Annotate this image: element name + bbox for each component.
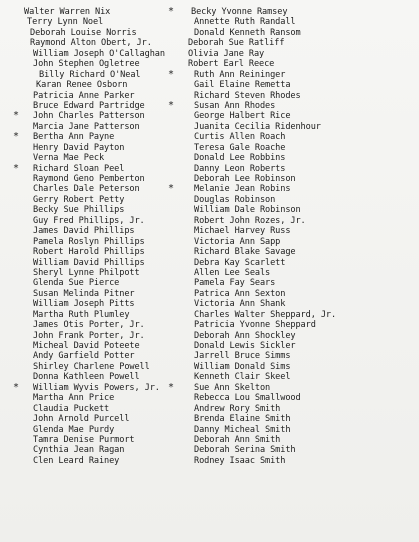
name-entry-left-9 [22, 91, 168, 101]
name-entry-left-14 [22, 143, 168, 153]
name-entry-left-22 [22, 226, 168, 236]
name-entry-left-3 [22, 28, 168, 38]
name-entry-right-3 [177, 28, 327, 38]
name-entry-right-43 [177, 445, 327, 455]
name-entry-left-30 [22, 310, 168, 320]
name-entry-left-6 [22, 59, 168, 69]
name-text: William Joseph Pitts [33, 299, 135, 310]
name-text: Debra Kay Scarlett [194, 257, 286, 268]
name-text: Gerry Robert Petty [33, 194, 125, 205]
name-entry-left-15 [22, 153, 168, 163]
name-entry-right-5 [177, 49, 327, 59]
name-entry-right-12 [177, 122, 327, 132]
name-text: Cynthia Jean Ragan [33, 445, 125, 456]
name-entry-right-6 [177, 59, 327, 69]
name-entry-left-17 [22, 174, 168, 184]
name-entry-left-40 [22, 414, 168, 424]
name-entry-right-25 [177, 258, 327, 268]
name-entry-right-17 [177, 174, 327, 184]
name-text: Becky Sue Phillips [33, 205, 125, 216]
name-entry-left-25 [22, 258, 168, 268]
asterisk-mark: * [168, 99, 174, 111]
name-text: Guy Fred Phillips, Jr. [33, 215, 145, 226]
name-entry-right-37 [168, 381, 327, 393]
name-text: Bruce Edward Partridge [33, 100, 145, 111]
name-text: Charles Dale Peterson [33, 184, 140, 195]
name-text: Patricia Anne Parker [33, 90, 135, 101]
name-text: Susan Melinda Pitner [33, 288, 135, 299]
name-text: Rebecca Lou Smallwood [194, 393, 301, 404]
name-entry-left-38 [22, 393, 168, 403]
name-text: Deborah Ann Shockley [194, 330, 296, 341]
name-text: Patrica Ann Sexton [194, 288, 286, 299]
name-text: William Dale Robinson [194, 205, 301, 216]
name-text: Verna Mae Peck [33, 153, 105, 164]
name-text: Raymond Alton Obert, Jr. [30, 38, 152, 49]
name-entry-right-14 [177, 143, 327, 153]
name-entry-right-13 [177, 132, 327, 142]
name-text: Teresa Gale Roache [194, 142, 286, 153]
name-text: Martha Ann Price [33, 393, 115, 404]
name-entry-right-38 [177, 393, 327, 403]
name-text: Karan Renee Osborn [36, 80, 128, 91]
name-entry-right-40 [177, 414, 327, 424]
name-text: Bertha Ann Payne [33, 132, 115, 143]
name-entry-right-23 [177, 237, 327, 247]
name-text: Robert John Rozes, Jr. [194, 215, 306, 226]
name-entry-left-28 [22, 289, 168, 299]
name-text: Deborah Sue Ratliff [188, 38, 285, 49]
name-text: Susan Ann Rhodes [194, 100, 276, 111]
name-text: William Joseph O'Callaghan [33, 48, 165, 59]
name-text: Robert Earl Reece [188, 59, 275, 70]
names-column-left [13, 7, 168, 466]
name-text: Pamela Roslyn Phillips [33, 236, 145, 247]
name-text: John Stephen Ogletree [33, 59, 140, 70]
name-text: Raymond Geno Pemberton [33, 174, 145, 184]
name-text: Glenda Mae Purdy [33, 424, 115, 435]
name-entry-right-34 [177, 351, 327, 361]
name-text: Becky Yvonne Ramsey [191, 7, 288, 17]
name-text: Donald Lee Robbins [194, 153, 286, 164]
name-entry-left-1 [22, 7, 168, 17]
asterisk-mark: * [13, 131, 19, 143]
name-text: Andy Garfield Potter [33, 351, 135, 362]
name-text: Jarrell Bruce Simms [194, 351, 291, 362]
name-text: John Arnold Purcell [33, 414, 130, 425]
name-text: Danny Leon Roberts [194, 163, 286, 174]
name-text: Annette Ruth Randall [194, 17, 296, 28]
name-text: Sheryl Lynne Philpott [33, 267, 140, 278]
name-text: Andrew Rory Smith [194, 403, 281, 414]
name-text: Donna Kathleen Powell [33, 372, 140, 383]
name-entry-left-42 [22, 435, 168, 445]
name-entry-right-36 [177, 372, 327, 382]
name-entry-left-5 [22, 49, 168, 59]
name-text: Donald Kenneth Ransom [194, 27, 301, 38]
name-entry-right-24 [177, 247, 327, 257]
name-text: Brenda Elaine Smith [194, 414, 291, 425]
name-text: Ruth Ann Reininger [194, 69, 286, 80]
name-text: Billy Richard O'Neal [39, 69, 141, 80]
name-entry-right-16 [177, 164, 327, 174]
name-entry-left-26 [22, 268, 168, 278]
asterisk-mark: * [168, 6, 174, 17]
name-entry-right-8 [177, 80, 327, 90]
asterisk-mark: * [13, 381, 19, 393]
name-entry-right-28 [177, 289, 327, 299]
name-text: Richard Sloan Peel [33, 163, 125, 174]
name-entry-right-1 [168, 6, 327, 17]
asterisk-mark: * [168, 68, 174, 80]
name-text: Michael Harvey Russ [194, 226, 291, 237]
name-entry-right-39 [177, 404, 327, 414]
name-text: Clen Leard Rainey [33, 455, 120, 466]
name-entry-right-35 [177, 362, 327, 372]
name-text: Allen Lee Seals [194, 267, 271, 278]
name-text: Martha Ruth Plumley [33, 309, 130, 320]
name-entry-right-19 [177, 195, 327, 205]
name-text: Richard Steven Rhodes [194, 90, 301, 101]
name-text: Donald Lewis Sickler [194, 341, 296, 351]
name-entry-left-11 [13, 110, 168, 122]
name-entry-left-4 [22, 38, 168, 48]
name-entry-right-44 [177, 456, 327, 466]
name-text: John Charles Patterson [33, 111, 145, 122]
name-entry-right-30 [177, 309, 337, 320]
name-text: Terry Lynn Noel [27, 17, 104, 28]
name-text: Deborah Serina Smith [194, 445, 296, 456]
asterisk-mark: * [168, 381, 174, 393]
name-entry-left-12 [22, 122, 168, 132]
name-entry-left-8 [22, 80, 168, 90]
name-text: William Wyvis Powers, Jr. [33, 382, 160, 393]
name-entry-left-36 [22, 372, 168, 382]
name-text: Claudia Puckett [33, 403, 110, 414]
name-entry-left-32 [22, 331, 168, 341]
name-entry-right-31 [177, 320, 327, 330]
name-text: Kenneth Clair Skeel [194, 372, 291, 383]
name-entry-right-42 [177, 435, 327, 445]
name-entry-left-31 [22, 320, 168, 330]
name-text: Victoria Ann Shank [194, 299, 286, 310]
name-entry-left-20 [22, 205, 168, 215]
asterisk-mark: * [13, 110, 19, 122]
name-entry-right-7 [168, 68, 327, 80]
name-entry-left-35 [22, 362, 168, 372]
names-column-right [168, 6, 337, 466]
name-entry-left-29 [22, 299, 168, 309]
name-text: James David Phillips [33, 226, 135, 237]
name-text: Patricia Yvonne Sheppard [194, 320, 316, 331]
asterisk-mark: * [168, 183, 174, 195]
name-text: Glenda Sue Pierce [33, 278, 120, 289]
name-entry-left-41 [22, 425, 168, 435]
name-entry-left-37 [13, 381, 168, 393]
name-entry-right-4 [177, 38, 327, 48]
name-entry-right-18 [168, 183, 327, 195]
name-text: Curtis Allen Roach [194, 132, 286, 143]
name-text: Deborah Lee Robinson [194, 174, 296, 184]
name-entry-right-32 [177, 331, 327, 341]
name-text: Rodney Isaac Smith [194, 455, 286, 466]
name-entry-right-2 [177, 17, 327, 27]
name-entry-left-2 [22, 17, 168, 27]
name-text: James Otis Porter, Jr. [33, 320, 145, 331]
name-entry-left-43 [22, 445, 168, 455]
name-text: Charles Walter Sheppard, Jr. [194, 309, 337, 320]
name-text: Marcia Jane Patterson [33, 121, 140, 132]
name-entry-right-9 [177, 91, 327, 101]
name-entry-right-15 [177, 153, 327, 163]
name-entry-right-10 [168, 99, 327, 111]
asterisk-mark: * [13, 162, 19, 174]
name-text: Henry David Payton [33, 142, 125, 153]
name-text: Juanita Cecilia Ridenhour [194, 121, 321, 132]
name-text: Pamela Fay Sears [194, 278, 276, 289]
name-entry-left-39 [22, 404, 168, 414]
name-text: Richard Blake Savage [194, 247, 296, 258]
name-text: Tamra Denise Purmort [33, 434, 135, 445]
name-entry-right-11 [177, 111, 327, 121]
name-text: George Halbert Rice [194, 111, 291, 122]
name-entry-right-22 [177, 226, 327, 236]
name-entry-right-20 [177, 205, 327, 215]
name-entry-left-7 [22, 70, 168, 80]
name-entry-left-18 [22, 184, 168, 194]
name-entry-left-27 [22, 278, 168, 288]
name-text: Melanie Jean Robins [194, 184, 291, 195]
name-entry-right-41 [177, 425, 327, 435]
name-text: John Frank Porter, Jr. [33, 330, 145, 341]
name-entry-left-13 [13, 131, 168, 143]
name-entry-left-24 [22, 247, 168, 257]
name-entry-left-23 [22, 237, 168, 247]
name-entry-left-10 [22, 101, 168, 111]
name-entry-left-44 [22, 456, 168, 466]
name-text: William David Phillips [33, 257, 145, 268]
name-entry-right-27 [177, 278, 327, 288]
name-entry-left-21 [22, 216, 168, 226]
name-text: Deborah Louise Norris [30, 27, 137, 38]
name-text: Walter Warren Nix [24, 7, 111, 17]
name-text: Shirley Charlene Powell [33, 361, 150, 372]
name-entry-left-33 [22, 341, 168, 351]
name-text: Robert Harold Phillips [33, 247, 145, 258]
name-text: Danny Micheal Smith [194, 424, 291, 435]
name-text: Gail Elaine Remetta [194, 80, 291, 91]
name-entry-left-19 [22, 195, 168, 205]
name-entry-left-16 [13, 162, 168, 174]
name-text: Micheal David Poteete [33, 341, 140, 351]
name-text: Douglas Robinson [194, 194, 276, 205]
name-entry-right-21 [177, 216, 327, 226]
name-entry-right-26 [177, 268, 327, 278]
name-text: Sue Ann Skelton [194, 382, 271, 393]
name-text: Victoria Ann Sapp [194, 236, 281, 247]
name-text: Deborah Ann Smith [194, 434, 281, 445]
name-text: William Donald Sims [194, 361, 291, 372]
name-entry-right-33 [177, 341, 327, 351]
name-text: Olivia Jane Ray [188, 48, 265, 59]
name-entry-right-29 [177, 299, 327, 309]
name-entry-left-34 [22, 351, 168, 361]
